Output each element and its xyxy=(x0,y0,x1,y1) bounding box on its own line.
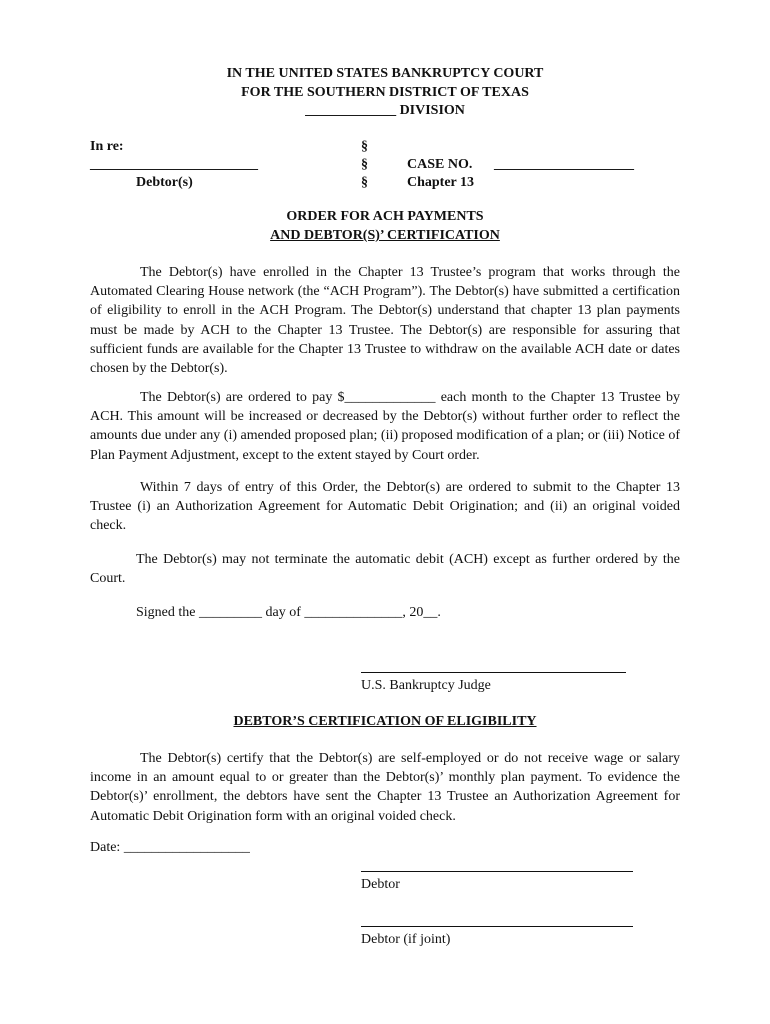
certification-title: DEBTOR’S CERTIFICATION OF ELIGIBILITY xyxy=(233,714,537,729)
chapter-label: Chapter 13 xyxy=(407,175,475,190)
debtor-signature-label: Debtor xyxy=(361,877,400,892)
paragraph-payment-amount: The Debtor(s) are ordered to pay $_____________ each month to the Chapter 13 Trustee by ACH. This amount will be increased or decreased by the Debtor(s) without further order to reflect the amounts due under any (i) amended proposed plan; (ii) proposed modification of a plan; or (iii) Notice of Plan Payment Adjustment, except to the extent stayed by Court order. xyxy=(90,390,680,463)
order-title-line-1: ORDER FOR ACH PAYMENTS xyxy=(286,209,484,224)
section-sign-3: § xyxy=(361,175,368,190)
debtor-label: Debtor(s) xyxy=(136,175,193,190)
paragraph-termination: The Debtor(s) may not terminate the automatic debit (ACH) except as further ordered by the Court. xyxy=(90,552,680,587)
court-heading-division: _____________ DIVISION xyxy=(305,103,465,118)
court-heading-line-2: FOR THE SOUTHERN DISTRICT OF TEXAS xyxy=(241,85,529,100)
court-heading-line-1: IN THE UNITED STATES BANKRUPTCY COURT xyxy=(226,66,544,81)
paragraph-enrollment: The Debtor(s) have enrolled in the Chapter 13 Trustee’s program that works through the Automated Clearing House network (the “ACH Program”). The Debtor(s) have submitted a certification of eligibility to enroll in the ACH Program. The Debtor(s) understand that chapter 13 plan payments must be made by ACH to the Chapter 13 Trustee. The Debtor(s) are responsible for assuring that sufficient funds are available for the Chapter 13 Trustee to withdraw on the available ACH date or dates chosen by the Debtor(s). xyxy=(90,265,680,377)
debtor-name-blank: ________________________ xyxy=(90,157,258,172)
order-title-line-2: AND DEBTOR(S)’ CERTIFICATION xyxy=(270,228,500,243)
joint-debtor-signature-line xyxy=(361,926,633,927)
certification-date-line: Date: __________________ xyxy=(90,840,250,855)
judge-signature-line xyxy=(361,672,626,673)
joint-debtor-signature-label: Debtor (if joint) xyxy=(361,932,451,947)
paragraph-submission-deadline: Within 7 days of entry of this Order, the Debtor(s) are ordered to submit to the Chapter 13 Trustee (i) an Authorization Agreement for Automatic Debit Origination; and (ii) an original voided check. xyxy=(90,480,680,534)
section-sign-2: § xyxy=(361,157,368,172)
judge-label: U.S. Bankruptcy Judge xyxy=(361,678,491,693)
debtor-signature-line xyxy=(361,871,633,872)
signed-date-line: Signed the _________ day of ______________, 20__. xyxy=(136,605,441,620)
certification-body: The Debtor(s) certify that the Debtor(s) are self-employed or do not receive wage or salary income in an amount equal to or greater than the Debtor(s)’ monthly plan payment. To evidence the Debtor(s)’ enrollment, the debtors have sent the Chapter 13 Trustee an Authorization Agreement for Automatic Debit Origination form with an original voided check. xyxy=(90,751,680,824)
section-sign-1: § xyxy=(361,139,368,154)
case-number-blank: ____________________ xyxy=(494,157,634,172)
in-re-label: In re: xyxy=(90,139,124,154)
case-number-label: CASE NO. xyxy=(407,157,473,172)
